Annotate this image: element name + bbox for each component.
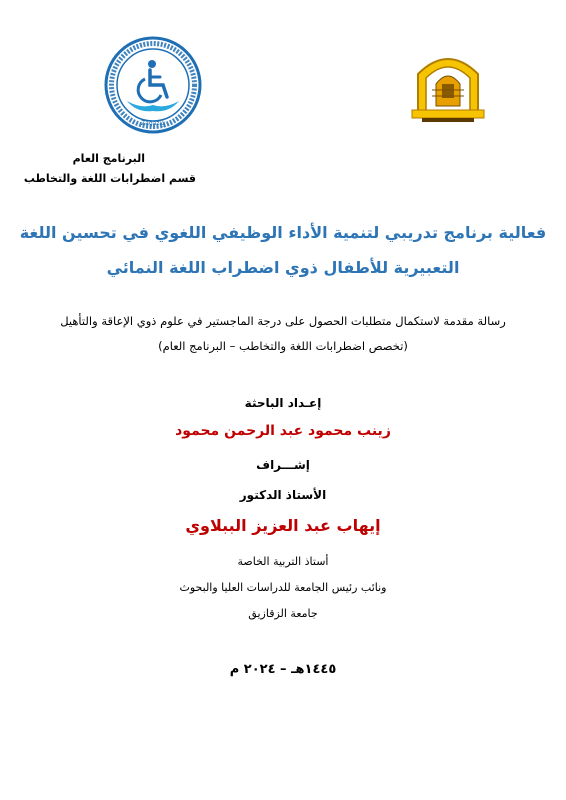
zagazig-university-logo (398, 44, 498, 124)
thesis-title-line-2: التعبيرية للأطفال ذوي اضطراب اللغة النمائي (106, 258, 460, 277)
svg-text:Zagazig: Zagazig (141, 120, 165, 127)
program-label: البرنامج العام (72, 152, 145, 165)
prepared-by-label: إعـداد الباحثة (244, 396, 322, 410)
researcher-name: زينب محمود عبد الرحمن محمود (175, 423, 391, 439)
supervision-label: إشـــراف (256, 458, 310, 472)
supervisor-name: إيهاب عبد العزيز الببلاوي (185, 516, 381, 535)
department-label: قسم اضطرابات اللغة والتخاطب (23, 172, 196, 185)
supervisor-position-2: ونائب رئيس الجامعة للدراسات العليا والبحوث (179, 581, 387, 594)
supervisor-position-1: أستاذ التربية الخاصة (237, 555, 329, 568)
thesis-purpose-line-1: رسالة مقدمة لاستكمال متطلبات الحصول على درجة الماجستير في علوم ذوي الإعاقة والتأهيل (60, 314, 506, 328)
thesis-title-line-1: فعالية برنامج تدريبي لتنمية الأداء الوظيفي اللغوي في تحسين اللغة (19, 223, 547, 242)
faculty-disability-logo (103, 35, 203, 135)
thesis-purpose-line-2: (تخصص اضطرابات اللغة والتخاطب – البرنامج العام) (158, 339, 408, 353)
thesis-date: ١٤٤٥هـ – ٢٠٢٤ م (229, 662, 337, 677)
university-name: جامعة الزقازيق (248, 607, 318, 620)
supervisor-title: الأستاذ الدكتور (239, 488, 327, 502)
